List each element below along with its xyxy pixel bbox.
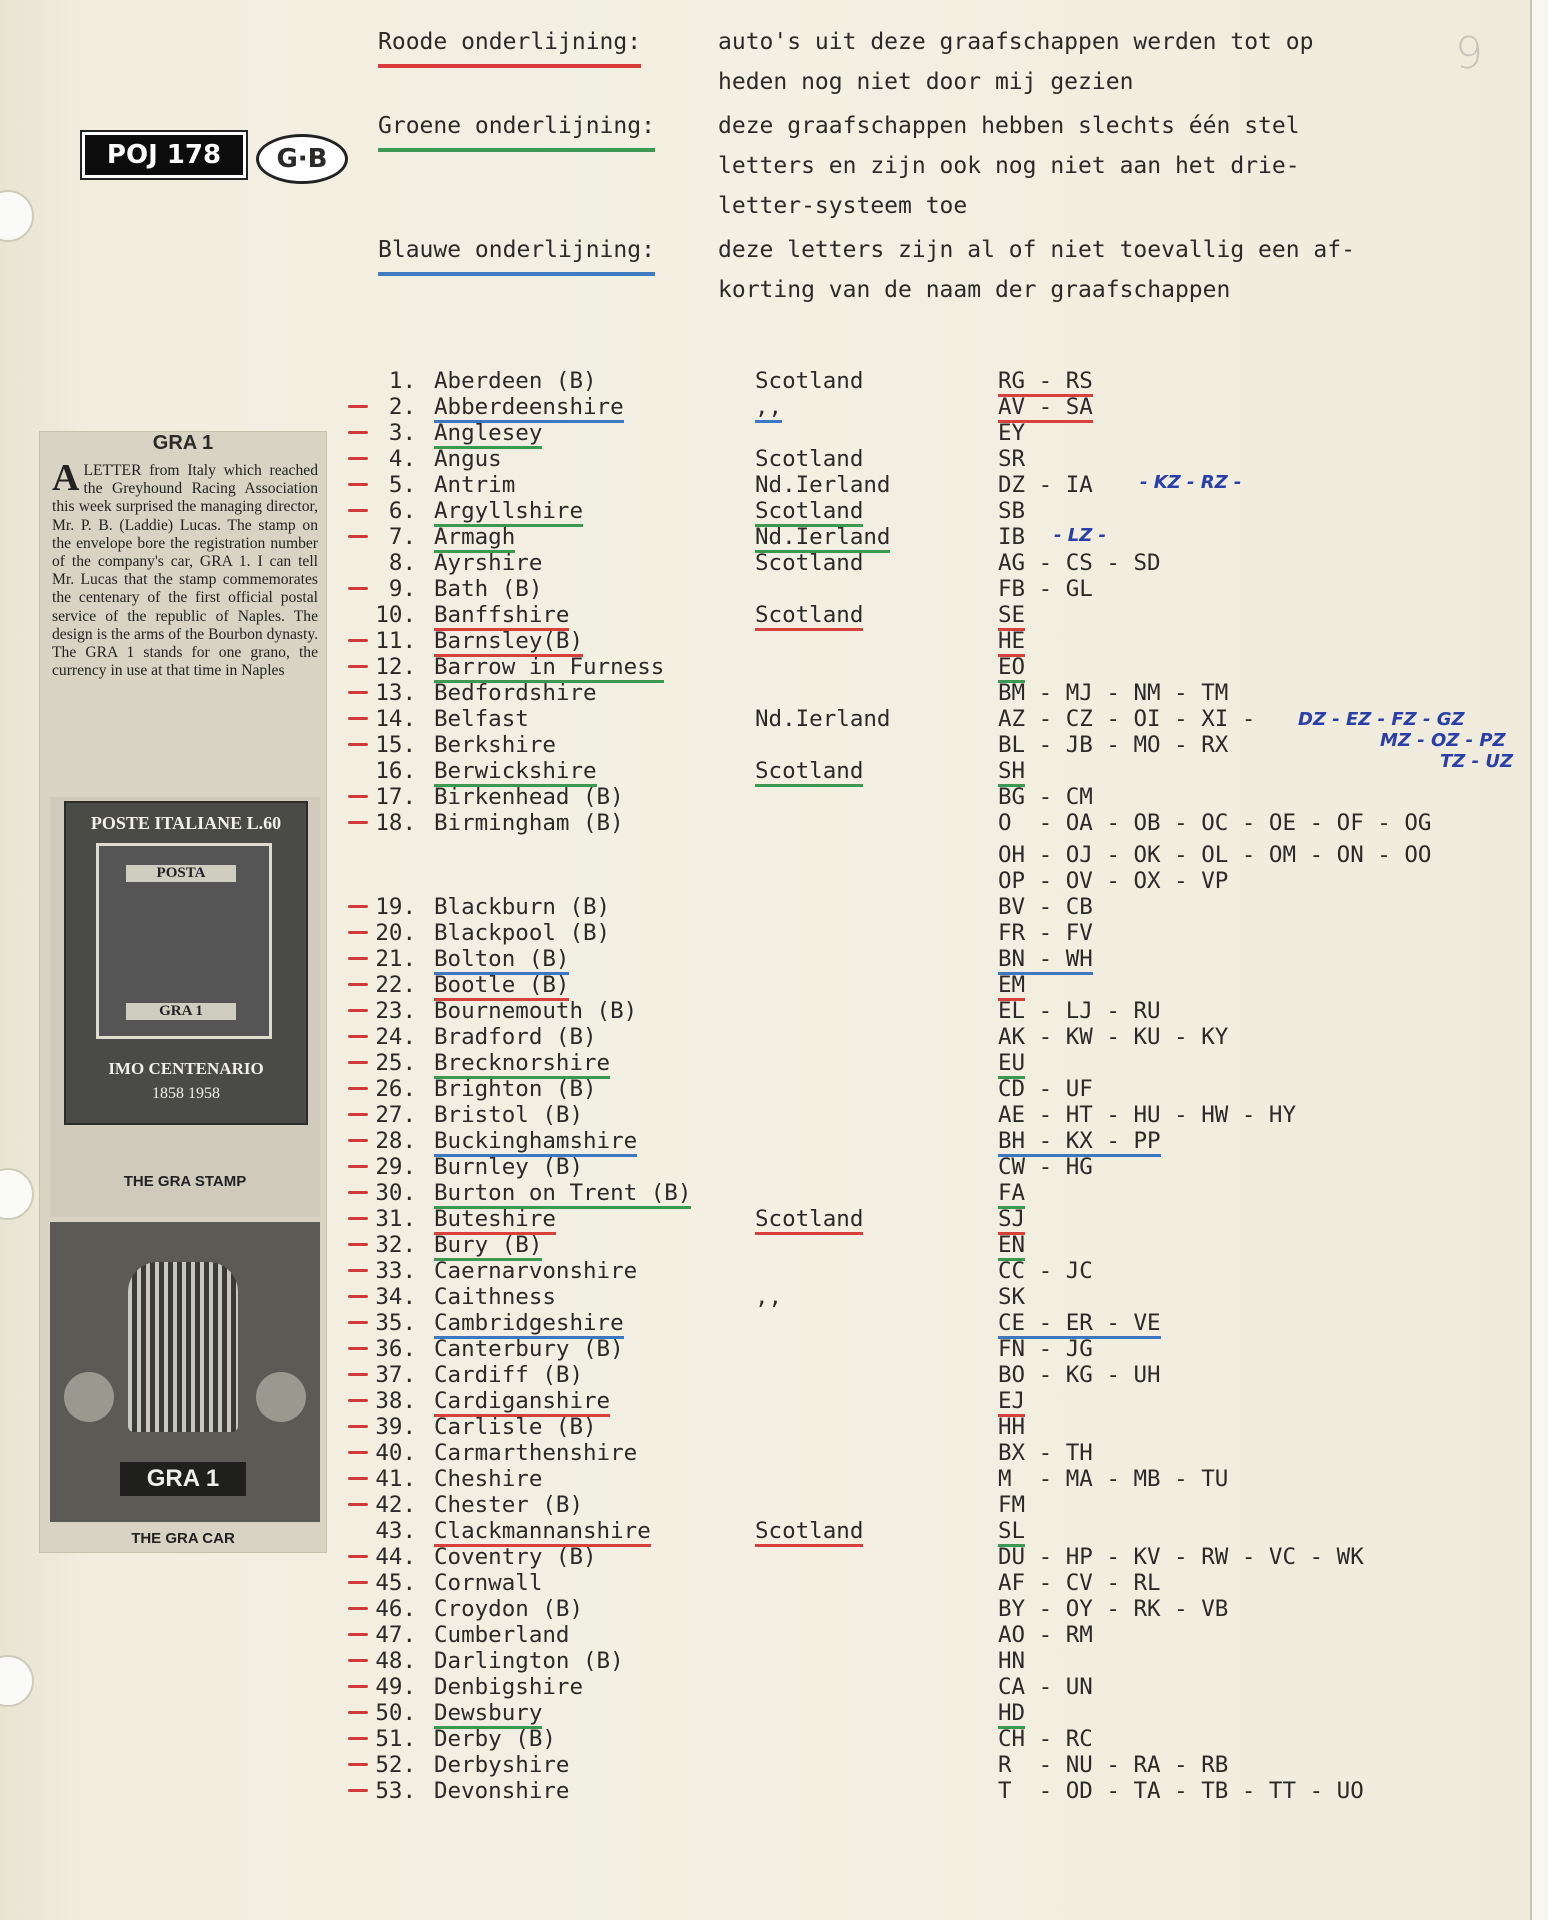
license-plate-clipping: POJ 178 (82, 132, 246, 178)
entry-number: 27. (375, 1102, 416, 1128)
county-name: Caithness (434, 1284, 556, 1310)
county-name: Cardiff (B) (434, 1362, 584, 1388)
entry-number: 38. (375, 1388, 416, 1414)
registration-codes: BV - CB (998, 894, 1093, 920)
county-row (0, 1102, 1530, 1128)
entry-number: 1. (388, 368, 416, 394)
entry-number: 10. (375, 602, 416, 628)
entry-number: 47. (375, 1622, 416, 1648)
county-name: Brecknorshire (434, 1050, 610, 1079)
county-row (0, 420, 1530, 446)
county-name: Bedfordshire (434, 680, 597, 706)
registration-codes: EL - LJ - RU (998, 998, 1161, 1024)
registration-codes: AG - CS - SD (998, 550, 1161, 576)
county-row (0, 1336, 1530, 1362)
legend-green-key: Groene onderlijning: (378, 106, 655, 152)
county-row (0, 472, 1530, 498)
registration-codes: SH (998, 758, 1025, 787)
county-row (0, 446, 1530, 472)
county-name: Cumberland (434, 1622, 570, 1648)
county-row (0, 1154, 1530, 1180)
county-name: Derbyshire (434, 1752, 570, 1778)
county-row (0, 1284, 1530, 1310)
entry-number: 16. (375, 758, 416, 784)
registration-codes: FN - JG (998, 1336, 1093, 1362)
county-name: Berwickshire (434, 758, 597, 787)
registration-codes: BY - OY - RK - VB (998, 1596, 1229, 1622)
county-name: Barnsley(B) (434, 628, 583, 657)
registration-codes: DU - HP - KV - RW - VC - WK (998, 1544, 1364, 1570)
entry-number: 8. (388, 550, 416, 576)
registration-codes: BG - CM (998, 784, 1093, 810)
legend-green-line: deze graafschappen hebben slechts één stel (718, 113, 1300, 139)
county-row (0, 972, 1530, 998)
county-row (0, 1492, 1530, 1518)
county-row (0, 368, 1530, 394)
entry-number: 39. (375, 1414, 416, 1440)
registration-codes: AO - RM (998, 1622, 1093, 1648)
county-name: Coventry (B) (434, 1544, 597, 1570)
county-name: Burton on Trent (B) (434, 1180, 691, 1209)
registration-codes: EO (998, 654, 1025, 683)
county-row (0, 1596, 1530, 1622)
county-row (0, 1648, 1530, 1674)
county-country: Nd.Ierland (755, 524, 890, 553)
legend-blue-key: Blauwe onderlijning: (378, 230, 655, 276)
registration-codes: AK - KW - KU - KY (998, 1024, 1229, 1050)
entry-number: 19. (375, 894, 416, 920)
entry-number: 33. (375, 1258, 416, 1284)
registration-codes: BO - KG - UH (998, 1362, 1161, 1388)
registration-codes: HN (998, 1648, 1026, 1674)
clipping-body: LETTER from Italy which reached the Greyhound Racing Association this week surprised the managing director, Mr. P. B. (Laddie) Lucas. The stamp on the envelope bore the registration number of the company's car, GRA 1. I can tell Mr. Lucas that the stamp commemorates the centenary of the first official postal service of the republic of Naples. The design is the arms of the Bourbon dynasty. The GRA 1 stands for one grano, the currency in use at that time in Naples (52, 462, 318, 680)
county-country: Scotland (755, 498, 863, 527)
entry-number: 37. (375, 1362, 416, 1388)
entry-number: 35. (375, 1310, 416, 1336)
county-name: Birkenhead (B) (434, 784, 624, 810)
county-country: Scotland (755, 1518, 863, 1547)
county-row (0, 920, 1530, 946)
handwritten-note-antrim: - KZ - RZ - (1140, 472, 1242, 493)
entry-number: 12. (375, 654, 416, 680)
registration-codes: R - NU - RA - RB (998, 1752, 1229, 1778)
legend-green (378, 106, 1478, 226)
county-name: Anglesey (434, 420, 542, 449)
entry-number: 45. (375, 1570, 416, 1596)
registration-codes: T - OD - TA - TB - TT - UO (998, 1778, 1364, 1804)
registration-codes: O - OA - OB - OC - OE - OF - OG (998, 810, 1432, 836)
county-name: Buteshire (434, 1206, 556, 1235)
registration-codes: FB - GL (998, 576, 1093, 602)
county-name: Blackburn (B) (434, 894, 611, 920)
page-edge (1530, 0, 1548, 1920)
county-name: Burnley (B) (434, 1154, 584, 1180)
handwritten-note-armagh: - LZ - (1054, 525, 1106, 546)
county-row (0, 784, 1530, 810)
gb-oval-badge: G·B (256, 134, 348, 184)
registration-codes: CW - HG (998, 1154, 1093, 1180)
county-name: Derby (B) (434, 1726, 556, 1752)
county-row (0, 1414, 1530, 1440)
county-name: Bootle (B) (434, 972, 569, 1001)
county-name: Darlington (B) (434, 1648, 624, 1674)
entry-number: 22. (375, 972, 416, 998)
county-row (0, 1674, 1530, 1700)
registration-codes: EU (998, 1050, 1025, 1079)
county-row (0, 1128, 1530, 1154)
county-row (0, 1752, 1530, 1778)
county-row (0, 1544, 1530, 1570)
county-name: Buckinghamshire (434, 1128, 637, 1157)
county-row (0, 654, 1530, 680)
handwritten-note-belfast: MZ - OZ - PZ (1380, 730, 1506, 751)
entry-number: 32. (375, 1232, 416, 1258)
legend-red (378, 22, 1478, 102)
legend-red-key: Roode onderlijning: (378, 22, 641, 68)
county-row (0, 680, 1530, 706)
county-row (0, 1258, 1530, 1284)
legend-green-line: letter-systeem toe (718, 193, 968, 219)
legend-blue-line: deze letters zijn al of niet toevallig een af- (718, 237, 1355, 263)
county-row (0, 498, 1530, 524)
county-name: Canterbury (B) (434, 1336, 624, 1362)
entry-number: 14. (375, 706, 416, 732)
county-name: Devonshire (434, 1778, 570, 1804)
stamp-posta-label: POSTA (126, 865, 236, 882)
county-row (0, 998, 1530, 1024)
county-row (0, 810, 1530, 836)
registration-codes: CA - UN (998, 1674, 1093, 1700)
county-name: Carmarthenshire (434, 1440, 638, 1466)
county-row (0, 758, 1530, 784)
county-row (0, 1310, 1530, 1336)
entry-number: 15. (375, 732, 416, 758)
registration-codes: RG - RS (998, 368, 1093, 397)
registration-codes: CE - ER - VE (998, 1310, 1161, 1339)
registration-codes: BX - TH (998, 1440, 1093, 1466)
legend-green-line: letters en zijn ook nog niet aan het drie- (718, 153, 1300, 179)
county-name: Cambridgeshire (434, 1310, 624, 1339)
county-row (0, 1388, 1530, 1414)
county-country: Scotland (755, 602, 863, 631)
county-country: Nd.Ierland (755, 706, 891, 732)
county-country: ,, (755, 394, 782, 423)
county-row (0, 1778, 1530, 1804)
clipping-dropcap: A (52, 457, 80, 499)
legend-blue-line: korting van de naam der graafschappen (718, 277, 1231, 303)
county-country: Scotland (755, 368, 864, 394)
entry-number: 5. (388, 472, 416, 498)
county-name: Berkshire (434, 732, 556, 758)
handwritten-note-belfast: DZ - EZ - FZ - GZ (1298, 709, 1465, 730)
registration-codes: EM (998, 972, 1025, 1001)
registration-codes: SJ (998, 1206, 1025, 1235)
entry-number: 46. (375, 1596, 416, 1622)
entry-number: 48. (375, 1648, 416, 1674)
stamp-caption: THE GRA STAMP (123, 1173, 247, 1190)
registration-codes: BH - KX - PP (998, 1128, 1161, 1157)
page-number: 9 (1455, 28, 1483, 79)
entry-number: 4. (388, 446, 416, 472)
county-row (0, 1726, 1530, 1752)
county-country: Scotland (755, 446, 864, 472)
entry-number: 51. (375, 1726, 416, 1752)
county-row (0, 1570, 1530, 1596)
entry-number: 44. (375, 1544, 416, 1570)
entry-number: 26. (375, 1076, 416, 1102)
entry-number: 42. (375, 1492, 416, 1518)
county-country: Scotland (755, 550, 864, 576)
entry-number: 34. (375, 1284, 416, 1310)
county-row (0, 1024, 1530, 1050)
car-caption: THE GRA CAR (131, 1530, 235, 1547)
county-row (0, 394, 1530, 420)
registration-codes: AF - CV - RL (998, 1570, 1161, 1596)
entry-number: 40. (375, 1440, 416, 1466)
county-name: Denbigshire (434, 1674, 584, 1700)
registration-codes: CH - RC (998, 1726, 1093, 1752)
entry-number: 20. (375, 920, 416, 946)
county-name: Barrow in Furness (434, 654, 664, 683)
county-name: Dewsbury (434, 1700, 542, 1729)
legend-red-line: heden nog niet door mij gezien (718, 69, 1134, 95)
county-country: Scotland (755, 758, 863, 787)
county-row (0, 1362, 1530, 1388)
entry-number: 31. (375, 1206, 416, 1232)
county-name: Bury (B) (434, 1232, 542, 1261)
registration-codes: FA (998, 1180, 1025, 1209)
registration-codes: SR (998, 446, 1026, 472)
entry-number: 9. (388, 576, 416, 602)
registration-codes: DZ - IA (998, 472, 1093, 498)
entry-number: 36. (375, 1336, 416, 1362)
entry-number: 52. (375, 1752, 416, 1778)
entry-number: 13. (375, 680, 416, 706)
codes-continuation: OP - OV - OX - VP (998, 868, 1229, 894)
county-row (0, 1440, 1530, 1466)
registration-codes: EJ (998, 1388, 1025, 1417)
county-name: Abberdeenshire (434, 394, 624, 423)
county-name: Angus (434, 446, 502, 472)
registration-codes: CD - UF (998, 1076, 1093, 1102)
entry-number: 17. (375, 784, 416, 810)
county-row (0, 1622, 1530, 1648)
county-name: Cornwall (434, 1570, 543, 1596)
county-name: Birmingham (B) (434, 810, 624, 836)
entry-number: 21. (375, 946, 416, 972)
entry-number: 25. (375, 1050, 416, 1076)
county-row (0, 1076, 1530, 1102)
legend (378, 22, 1478, 314)
county-row (0, 1180, 1530, 1206)
county-name: Cardiganshire (434, 1388, 610, 1417)
registration-codes: HH (998, 1414, 1026, 1440)
county-name: Aberdeen (B) (434, 368, 597, 394)
county-name: Armagh (434, 524, 515, 553)
county-row (0, 1232, 1530, 1258)
legend-red-line: auto's uit deze graafschappen werden tot op (718, 29, 1314, 55)
county-name: Cheshire (434, 1466, 543, 1492)
county-name: Brighton (B) (434, 1076, 597, 1102)
registration-codes: BM - MJ - NM - TM (998, 680, 1229, 706)
county-name: Carlisle (B) (434, 1414, 597, 1440)
county-name: Bristol (B) (434, 1102, 584, 1128)
entry-number: 7. (388, 524, 416, 550)
registration-codes: EN (998, 1232, 1025, 1261)
county-row (0, 1518, 1530, 1544)
county-row (0, 602, 1530, 628)
registration-codes: SE (998, 602, 1025, 631)
registration-codes: SB (998, 498, 1026, 524)
county-name: Ayrshire (434, 550, 543, 576)
county-row (0, 628, 1530, 654)
entry-number: 28. (375, 1128, 416, 1154)
county-name: Bradford (B) (434, 1024, 597, 1050)
county-name: Antrim (434, 472, 516, 498)
county-country: Scotland (755, 1206, 863, 1235)
county-row (0, 732, 1530, 758)
county-row (0, 550, 1530, 576)
entry-number: 18. (375, 810, 416, 836)
entry-number: 24. (375, 1024, 416, 1050)
county-name: Banffshire (434, 602, 569, 631)
codes-continuation: OH - OJ - OK - OL - OM - ON - OO (998, 842, 1432, 868)
registration-codes: AZ - CZ - OI - XI - (998, 706, 1256, 732)
county-row (0, 576, 1530, 602)
county-row (0, 1700, 1530, 1726)
registration-codes: FM (998, 1492, 1026, 1518)
entry-number: 11. (375, 628, 416, 654)
registration-codes: BN - WH (998, 946, 1093, 975)
county-row (0, 1466, 1530, 1492)
registration-codes: M - MA - MB - TU (998, 1466, 1229, 1492)
county-name: Croydon (B) (434, 1596, 584, 1622)
registration-codes: FR - FV (998, 920, 1093, 946)
stamp-years-text: 1858 1958 (152, 1085, 220, 1102)
entry-number: 53. (375, 1778, 416, 1804)
handwritten-note-belfast: TZ - UZ (1440, 751, 1514, 772)
county-name: Chester (B) (434, 1492, 584, 1518)
registration-codes: IB (998, 524, 1026, 550)
entry-number: 41. (375, 1466, 416, 1492)
registration-codes: SK (998, 1284, 1026, 1310)
legend-blue (378, 230, 1478, 310)
county-country: Nd.Ierland (755, 472, 891, 498)
county-name: Argyllshire (434, 498, 583, 527)
stamp-centenary-text: IMO CENTENARIO (108, 1059, 264, 1078)
registration-codes: BL - JB - MO - RX (998, 732, 1229, 758)
car-plate: GRA 1 (120, 1462, 246, 1496)
county-name: Belfast (434, 706, 529, 732)
registration-codes: HD (998, 1700, 1025, 1729)
entry-number: 29. (375, 1154, 416, 1180)
registration-codes: CC - JC (998, 1258, 1093, 1284)
county-name: Blackpool (B) (434, 920, 611, 946)
entry-number: 30. (375, 1180, 416, 1206)
stamp-gra-label: GRA 1 (126, 1003, 236, 1020)
entry-number: 23. (375, 998, 416, 1024)
entry-number: 43. (375, 1518, 416, 1544)
entry-number: 6. (388, 498, 416, 524)
registration-codes: AE - HT - HU - HW - HY (998, 1102, 1297, 1128)
clipping-headline: GRA 1 (152, 432, 214, 454)
entry-number: 49. (375, 1674, 416, 1700)
county-row (0, 894, 1530, 920)
county-country: ,, (755, 1284, 783, 1310)
county-name: Bournemouth (B) (434, 998, 638, 1024)
county-name: Bolton (B) (434, 946, 569, 975)
entry-number: 50. (375, 1700, 416, 1726)
county-name: Caernarvonshire (434, 1258, 638, 1284)
county-name: Bath (B) (434, 576, 543, 602)
registration-codes: EY (998, 420, 1026, 446)
stamp-top-text: POSTE ITALIANE L.60 (90, 813, 282, 833)
county-name: Clackmannanshire (434, 1518, 651, 1547)
entry-number: 2. (388, 394, 416, 420)
county-row (0, 1206, 1530, 1232)
county-row (0, 946, 1530, 972)
registration-codes: SL (998, 1518, 1025, 1547)
registration-codes: AV - SA (998, 394, 1093, 423)
registration-codes: HE (998, 628, 1025, 657)
entry-number: 3. (388, 420, 416, 446)
county-row (0, 524, 1530, 550)
county-row (0, 1050, 1530, 1076)
